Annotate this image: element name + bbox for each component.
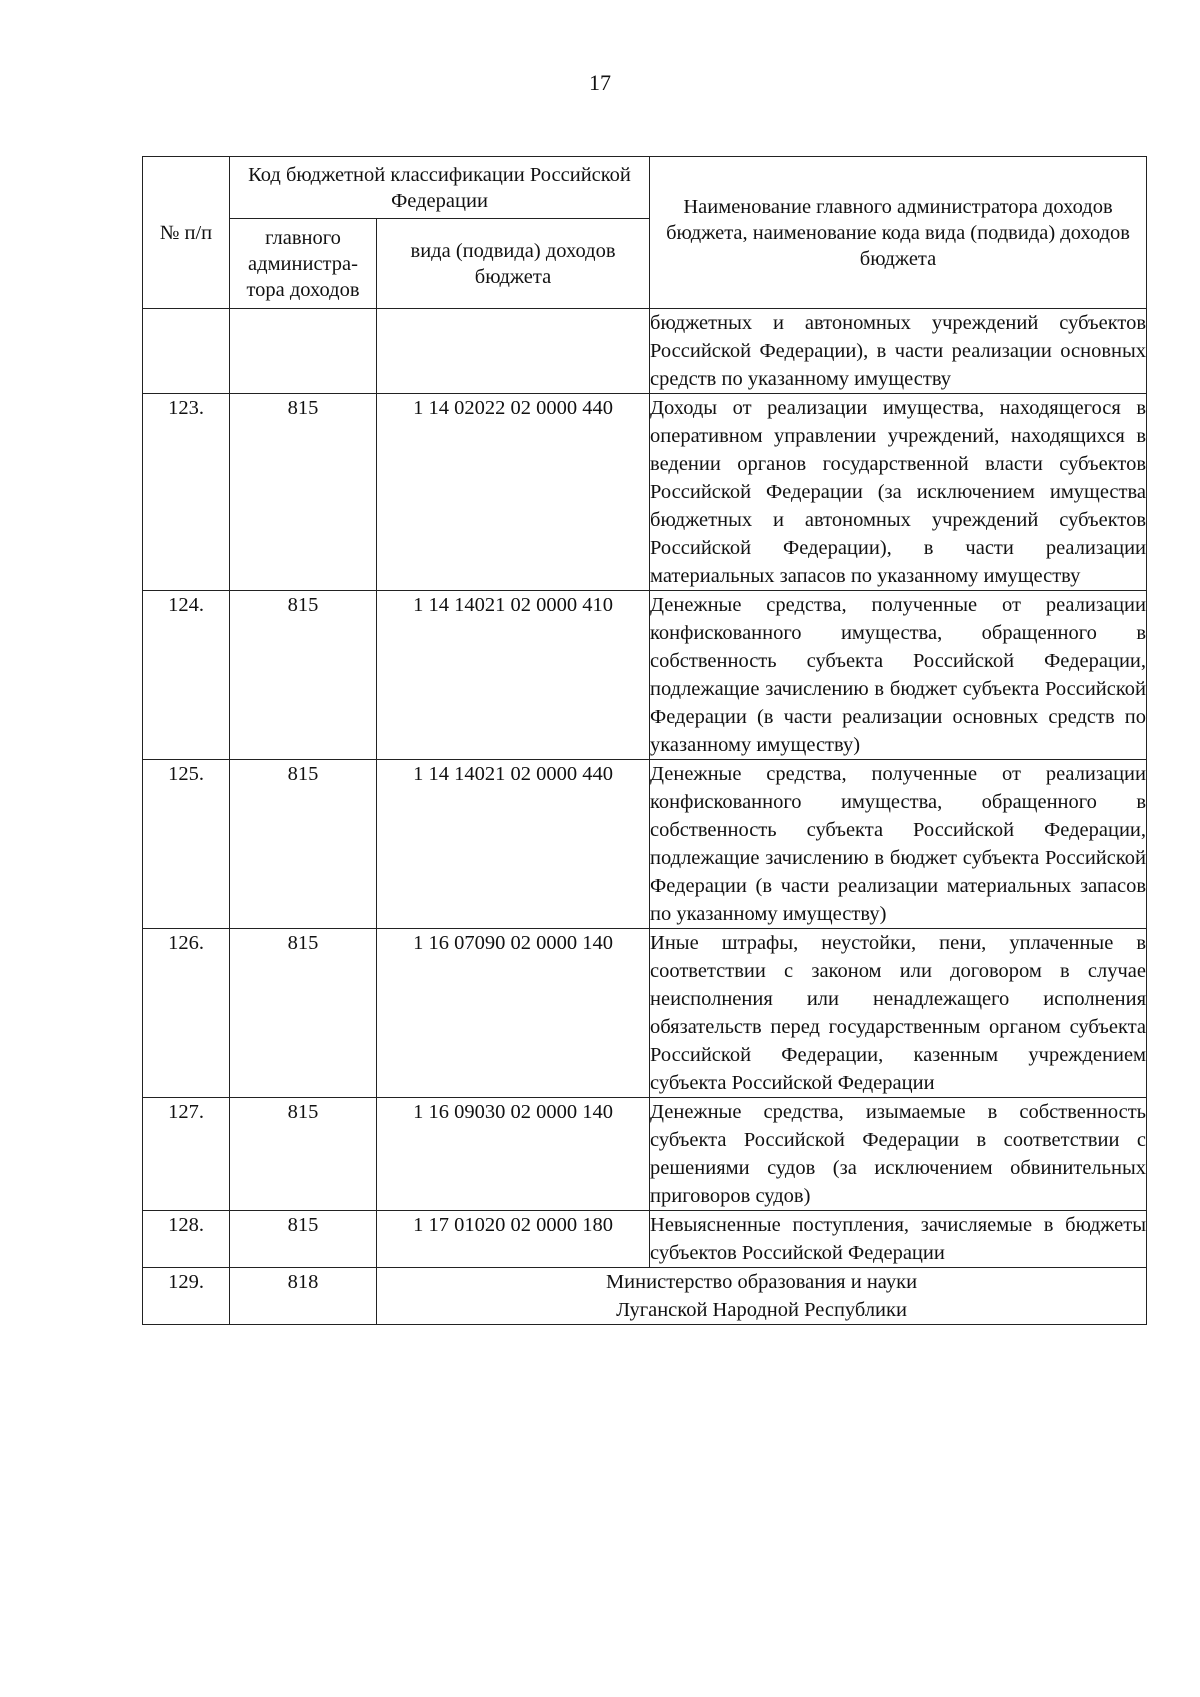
table-row (143, 760, 1147, 929)
page-number: 17 (589, 70, 611, 95)
table-row (143, 1211, 1147, 1268)
row-income-code: 1 16 07090 02 0000 140 (377, 929, 650, 1098)
row-admin-code: 818 (230, 1268, 377, 1325)
budget-classification-table (142, 156, 1147, 1325)
row-name: Денежные средства, полученные от реализации конфискованного имущества, обращенного в собственность субъекта Российской Федерации, подлежащие зачислению в бюджет субъекта Российской Федерации (в части реализации материальных запасов по указанному имуществу) (650, 760, 1147, 929)
row-name: Невыясненные поступления, зачисляемые в бюджеты субъектов Российской Федерации (650, 1211, 1147, 1268)
row-admin-code: 815 (230, 1211, 377, 1268)
cell-empty (230, 309, 377, 394)
cell-empty (377, 309, 650, 394)
header-income-kind: вида (подвида) доходов бюджета (377, 219, 650, 309)
row-number: 124. (143, 591, 230, 760)
header-admin-code: главного администра-тора доходов (230, 219, 377, 309)
row-income-code: 1 14 14021 02 0000 440 (377, 760, 650, 929)
row-income-code: 1 16 09030 02 0000 140 (377, 1098, 650, 1211)
row-admin-code: 815 (230, 929, 377, 1098)
row-number: 123. (143, 394, 230, 591)
row-number: 128. (143, 1211, 230, 1268)
row-admin-code: 815 (230, 1098, 377, 1211)
table-row-ministry (143, 1268, 1147, 1325)
row-admin-code: 815 (230, 591, 377, 760)
table-row-continuation (143, 309, 1147, 394)
header-name: Наименование главного администратора доходов бюджета, наименование кода вида (подвида) доходов бюджета (650, 157, 1147, 309)
row-number: 125. (143, 760, 230, 929)
ministry-name-line1: Министерство образования и науки (605, 1271, 918, 1293)
table-row (143, 394, 1147, 591)
row-number: 129. (143, 1268, 230, 1325)
continuation-name: бюджетных и автономных учреждений субъектов Российской Федерации), в части реализации основных средств по указанному имуществу (650, 309, 1147, 394)
table-row (143, 929, 1147, 1098)
table-row (143, 591, 1147, 760)
table-row (143, 1098, 1147, 1211)
row-name: Иные штрафы, неустойки, пени, уплаченные в соответствии с законом или договором в случае неисполнения или ненадлежащего исполнения обязательств перед государственным органом субъекта Российской Федерации, казенным учреждением субъекта Российской Федерации (650, 929, 1147, 1098)
row-number: 126. (143, 929, 230, 1098)
row-number: 127. (143, 1098, 230, 1211)
ministry-name (377, 1268, 1147, 1325)
row-admin-code: 815 (230, 760, 377, 929)
row-income-code: 1 14 02022 02 0000 440 (377, 394, 650, 591)
header-number: № п/п (143, 157, 230, 309)
row-name: Денежные средства, изымаемые в собственность субъекта Российской Федерации в соответствии с решениями судов (за исключением обвинительных приговоров судов) (650, 1098, 1147, 1211)
cell-empty (143, 309, 230, 394)
header-kbk-group: Код бюджетной классификации Российской Федерации (230, 157, 650, 219)
ministry-name-line2: Луганской Народной Республики (616, 1299, 907, 1321)
row-income-code: 1 14 14021 02 0000 410 (377, 591, 650, 760)
row-name: Доходы от реализации имущества, находящегося в оперативном управлении учреждений, находящихся в ведении органов государственной власти субъектов Российской Федерации (за исключением имущества бюджетных и автономных учреждений субъектов Российской Федерации), в части реализации материальных запасов по указанному имуществу (650, 394, 1147, 591)
row-name: Денежные средства, полученные от реализации конфискованного имущества, обращенного в собственность субъекта Российской Федерации, подлежащие зачислению в бюджет субъекта Российской Федерации (в части реализации основных средств по указанному имуществу) (650, 591, 1147, 760)
row-income-code: 1 17 01020 02 0000 180 (377, 1211, 650, 1268)
row-admin-code: 815 (230, 394, 377, 591)
